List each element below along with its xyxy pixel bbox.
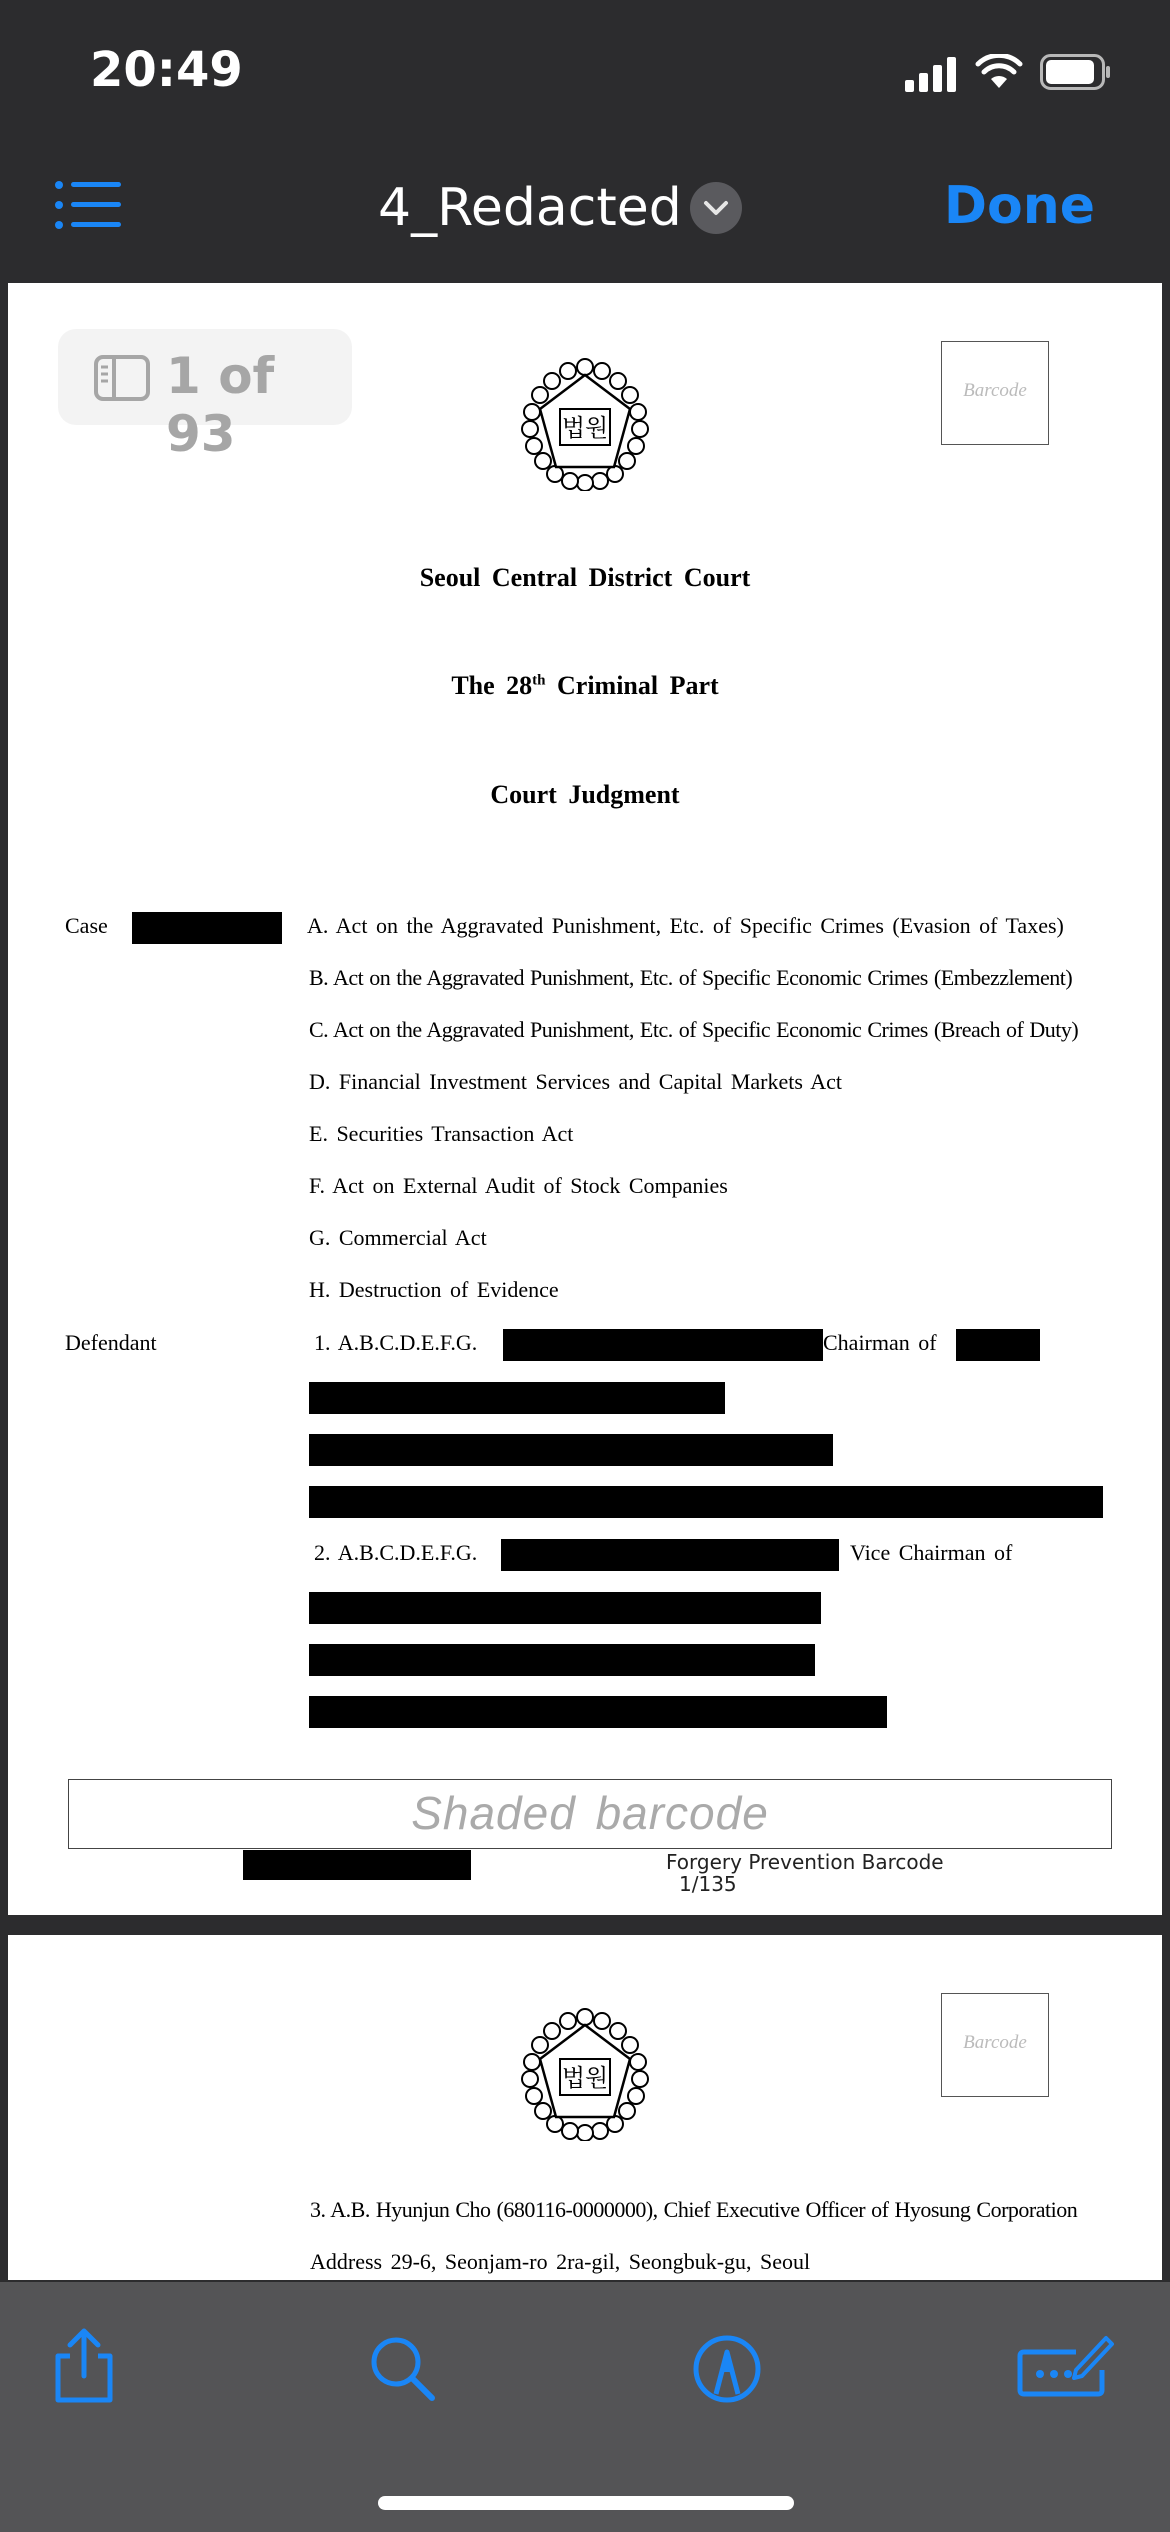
redaction-bar xyxy=(243,1850,471,1880)
redaction-bar xyxy=(309,1486,1103,1518)
redaction-bar xyxy=(309,1434,833,1466)
forgery-prevention-label: Forgery Prevention Barcode xyxy=(666,1850,944,1874)
title-menu-button[interactable] xyxy=(690,182,742,234)
redaction-bar xyxy=(501,1539,839,1571)
redaction-bar xyxy=(309,1592,821,1624)
criminal-part-suffix: Criminal Part xyxy=(557,671,719,700)
share-icon[interactable] xyxy=(50,2326,118,2406)
markup-icon[interactable] xyxy=(692,2334,762,2404)
charge-item: D. Financial Investment Services and Capital Markets Act xyxy=(309,1069,842,1094)
court-seal xyxy=(518,357,652,491)
defendant-1-name: 1. A.B.C.D.E.F.G. xyxy=(314,1330,478,1355)
status-time: 20:49 xyxy=(90,42,243,98)
home-indicator[interactable] xyxy=(378,2496,794,2510)
page-indicator-text: 1 of 93 xyxy=(166,347,275,463)
done-button[interactable]: Done xyxy=(943,176,1095,236)
battery-icon xyxy=(1040,54,1112,90)
barcode-label: Barcode xyxy=(963,380,1027,401)
bottom-toolbar xyxy=(0,2282,1170,2532)
nav-bar xyxy=(0,130,1170,280)
defendant-2-name: 2. A.B.C.D.E.F.G. xyxy=(314,1540,478,1565)
address-line: Address 29-6, Seonjam-ro 2ra-gil, Seongbuk-gu, Seoul xyxy=(310,2249,811,2274)
criminal-part-suffix-sup: th xyxy=(532,672,546,689)
document-title[interactable]: 4_Redacted xyxy=(378,178,682,238)
charge-item: C. Act on the Aggravated Punishment, Etc. of Specific Economic Crimes (Breach of Duty) xyxy=(309,1017,1079,1042)
court-name: Seoul Central District Court xyxy=(419,563,751,592)
form-icon[interactable] xyxy=(1016,2330,1116,2402)
redaction-bar xyxy=(956,1329,1040,1361)
charge-item: B. Act on the Aggravated Punishment, Etc. of Specific Economic Crimes (Embezzlement) xyxy=(309,965,1073,990)
charge-item: G. Commercial Act xyxy=(309,1225,487,1250)
case-label: Case xyxy=(65,913,108,938)
page-count: 1/135 xyxy=(679,1872,737,1896)
charge-item: A. Act on the Aggravated Punishment, Etc. of Specific Crimes (Evasion of Taxes) xyxy=(307,913,1064,938)
document-page-2[interactable] xyxy=(8,1935,1162,2280)
defendant-3: 3. A.B. Hyunjun Cho (680116-0000000), Chief Executive Officer of Hyosung Corporation xyxy=(310,2197,1078,2222)
redaction-bar xyxy=(503,1329,823,1361)
criminal-part xyxy=(8,671,1162,701)
charge-item: H. Destruction of Evidence xyxy=(309,1277,559,1302)
status-bar xyxy=(0,0,1170,130)
defendant-1-title: Chairman of xyxy=(823,1330,937,1355)
page-indicator[interactable] xyxy=(58,329,352,463)
charge-item: F. Act on External Audit of Stock Companies xyxy=(309,1173,728,1198)
redaction-bar xyxy=(309,1696,887,1728)
seal-text: 법원 xyxy=(561,414,609,442)
list-icon[interactable] xyxy=(55,180,121,230)
wifi-icon xyxy=(975,54,1023,90)
redaction-bar xyxy=(132,912,282,944)
defendant-label: Defendant xyxy=(65,1330,157,1355)
sidebar-icon xyxy=(94,355,150,401)
search-icon[interactable] xyxy=(368,2334,438,2404)
shaded-barcode-label: Shaded barcode xyxy=(411,1787,769,1839)
charge-item: E. Securities Transaction Act xyxy=(309,1121,574,1146)
barcode-box xyxy=(941,341,1049,445)
signal-icon xyxy=(905,56,959,92)
judgment-title: Court Judgment xyxy=(490,780,680,809)
redaction-bar xyxy=(309,1644,815,1676)
chevron-down-icon xyxy=(703,199,729,217)
shaded-barcode xyxy=(68,1779,1112,1849)
redaction-bar xyxy=(309,1382,725,1414)
barcode-label: Barcode xyxy=(963,2032,1027,2053)
seal-text: 법원 xyxy=(561,2064,609,2092)
barcode-box xyxy=(941,1993,1049,2097)
document-page-1[interactable] xyxy=(8,283,1162,1915)
court-seal xyxy=(518,2007,652,2141)
defendant-2-title: Vice Chairman of xyxy=(850,1540,1013,1565)
criminal-part-prefix: The 28 xyxy=(451,671,533,700)
